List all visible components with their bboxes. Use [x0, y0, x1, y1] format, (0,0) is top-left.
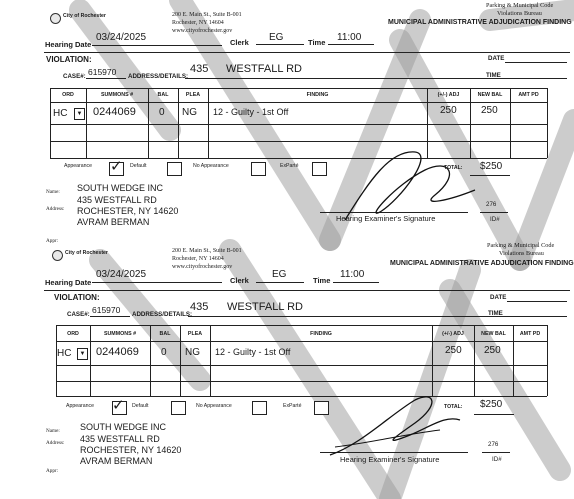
checkmark-icon: ✓: [110, 158, 123, 175]
col-ord: ORD: [62, 92, 74, 98]
row-new-bal: 250: [481, 105, 498, 116]
name-value: SOUTH WEDGE INC: [77, 183, 164, 193]
row-ord: HC: [57, 348, 72, 359]
name-value: SOUTH WEDGE INC: [80, 422, 167, 432]
row-summons: 0244069: [93, 106, 136, 118]
no-appearance-checkbox[interactable]: [252, 401, 267, 415]
address-street: WESTFALL RD: [226, 63, 302, 75]
address-details-label: ADDRESS/DETAILS:: [132, 311, 193, 318]
hearing-date-value: 03/24/2025: [96, 32, 147, 43]
name-label: Name:: [46, 428, 60, 434]
bureau-line2: Violations Bureau: [497, 10, 542, 17]
col-finding: FINDING: [310, 331, 332, 337]
exparte-label: ExParté: [280, 163, 299, 169]
time2-label: TIME: [488, 310, 503, 317]
col-new-bal: NEW BAL: [477, 92, 503, 98]
address-number: 435: [190, 301, 209, 313]
hearing-date-value: 03/24/2025: [96, 269, 147, 280]
col-summons: SUMMONS #: [103, 331, 137, 337]
checkmark-icon: ✓: [112, 397, 125, 414]
case-label: CASE#:: [67, 311, 90, 318]
clerk-label: Clerk: [230, 276, 249, 285]
row-finding: 12 - Guilty - 1st Off: [213, 107, 289, 117]
examiner-signature-label: Hearing Examiner's Signature: [340, 455, 440, 464]
form-title: MUNICIPAL ADMINISTRATIVE ADJUDICATION FINDING: [388, 19, 572, 26]
violation-label: VIOLATION:: [54, 293, 100, 302]
city-seal-icon: [50, 13, 61, 24]
violation-label: VIOLATION:: [46, 55, 92, 64]
col-bal: BAL: [157, 92, 169, 98]
examiner-signature-icon: [340, 140, 480, 235]
id-label: ID#: [492, 456, 502, 463]
time-label: Time: [308, 38, 326, 47]
col-adj: (+/-) ADJ: [442, 331, 464, 337]
row-plea: NG: [182, 107, 197, 118]
address-line3: AVRAM BERMAN: [77, 217, 150, 227]
no-appearance-label: No Appearance: [193, 163, 229, 169]
appr-label: Appr:: [46, 238, 59, 244]
col-bal: BAL: [159, 331, 171, 337]
default-checkbox[interactable]: [171, 401, 186, 415]
row-finding: 12 - Guilty - 1st Off: [215, 347, 291, 357]
total-value: $250: [480, 399, 503, 410]
exparte-label: ExParté: [283, 403, 302, 409]
col-amt-pd: AMT PD: [519, 331, 541, 337]
time-label: Time: [313, 276, 331, 285]
time-value: 11:00: [340, 269, 365, 280]
appr-label: Appr:: [46, 468, 59, 474]
total-label: TOTAL:: [444, 165, 463, 171]
col-plea: PLEA: [187, 331, 203, 337]
no-appearance-label: No Appearance: [196, 403, 232, 409]
time2-label: TIME: [486, 72, 501, 79]
case-label: CASE#:: [63, 73, 86, 80]
city-name: City of Rochester: [65, 250, 108, 256]
appearance-label: Appearance: [66, 403, 94, 409]
name-label: Name:: [46, 189, 60, 195]
row-adj: 250: [445, 345, 462, 356]
clerk-label: Clerk: [230, 38, 249, 47]
office-address-line1: 200 E. Main St., Suite B-001: [172, 12, 242, 18]
office-address-line1: 200 E. Main St., Suite B-001: [172, 248, 242, 254]
office-address-line2: Rochester, NY 14604: [172, 256, 224, 262]
case-number: 615970: [88, 67, 117, 77]
bureau-line2: Violations Bureau: [499, 250, 544, 257]
examiner-id: 276: [488, 441, 499, 448]
date-label: DATE: [490, 294, 507, 301]
address-line2: ROCHESTER, NY 14620: [77, 206, 179, 216]
clerk-value: EG: [272, 269, 287, 280]
address-number: 435: [190, 63, 209, 75]
hearing-date-label: Hearing Date: [45, 40, 92, 49]
row-new-bal: 250: [484, 345, 501, 356]
website: www.cityofrochester.gov: [172, 264, 233, 270]
city-name: City of Rochester: [63, 13, 106, 19]
row-adj: 250: [440, 105, 457, 116]
ord-dropdown-icon: ▼: [74, 108, 85, 120]
col-adj: (+/-) ADJ: [437, 92, 460, 98]
address-details-label: ADDRESS/DETAILS:: [128, 73, 189, 80]
row-ord: HC: [53, 108, 68, 119]
address-label: Address:: [46, 440, 65, 446]
address-line3: AVRAM BERMAN: [80, 456, 153, 466]
examiner-signature-icon: [320, 385, 470, 465]
form-title: MUNICIPAL ADMINISTRATIVE ADJUDICATION FINDING: [390, 260, 574, 267]
bureau-line1: Parking & Municipal Code: [486, 2, 554, 9]
default-label: Default: [132, 403, 149, 409]
hearing-date-label: Hearing Date: [45, 278, 92, 287]
col-new-bal: NEW BAL: [481, 331, 506, 337]
city-seal-icon: [52, 250, 63, 261]
time-value: 11:00: [337, 32, 362, 43]
examiner-id: 276: [486, 201, 497, 208]
total-label: TOTAL:: [444, 404, 463, 410]
address-street: WESTFALL RD: [227, 301, 303, 313]
office-address-line2: Rochester, NY 14604: [172, 20, 224, 26]
default-checkbox[interactable]: [167, 162, 182, 176]
ord-dropdown-icon: ▼: [77, 348, 88, 360]
row-summons: 0244069: [96, 346, 139, 358]
row-bal: 0: [161, 347, 167, 358]
date-label: DATE: [488, 55, 505, 62]
clerk-value: EG: [269, 32, 284, 43]
bureau-line1: Parking & Municipal Code: [487, 242, 555, 249]
row-plea: NG: [185, 347, 200, 358]
row-bal: 0: [159, 107, 165, 118]
address-line1: 435 WESTFALL RD: [80, 434, 160, 444]
no-appearance-checkbox[interactable]: [251, 162, 266, 176]
col-plea: PLEA: [185, 92, 201, 98]
address-line2: ROCHESTER, NY 14620: [80, 445, 182, 455]
id-label: ID#: [490, 216, 500, 223]
total-value: $250: [480, 161, 503, 172]
col-ord: ORD: [67, 331, 79, 337]
col-amt-pd: AMT PD: [518, 92, 539, 98]
website: www.cityofrochester.gov: [172, 28, 233, 34]
col-finding: FINDING: [306, 92, 329, 98]
case-number: 615970: [92, 305, 121, 315]
examiner-signature-label: Hearing Examiner's Signature: [336, 214, 436, 223]
default-label: Default: [130, 163, 147, 169]
address-label: Address:: [46, 206, 65, 212]
appearance-label: Appearance: [64, 163, 92, 169]
col-summons: SUMMONS #: [100, 92, 134, 98]
exparte-checkbox[interactable]: [312, 162, 327, 176]
address-line1: 435 WESTFALL RD: [77, 195, 157, 205]
